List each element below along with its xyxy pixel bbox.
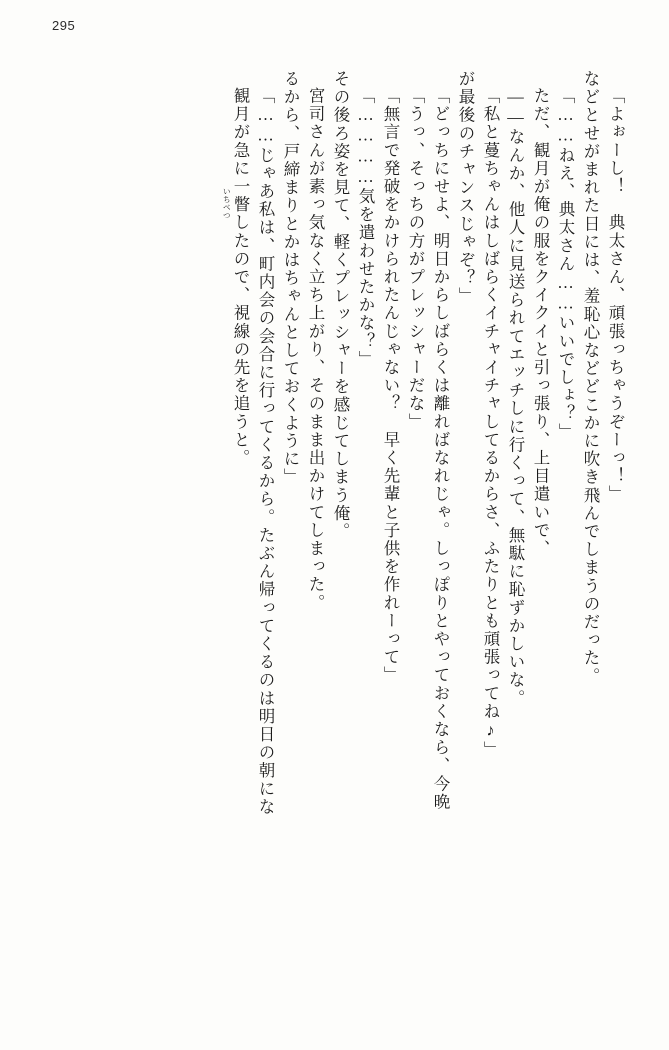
text-column: が最後のチャンスじゃぞ？」 xyxy=(456,70,475,306)
text-column: 「よぉーし！ 典太さん、頑張っちゃうぞーっ！」 xyxy=(606,87,625,504)
text-column: 「無言で発破をかけられたんじゃない？ 早く先輩と子供を作れーって」 xyxy=(381,87,400,685)
text-column: 「どっちにせよ、明日からしばらくは離ればなれじゃ。しっぽりとやっておくなら、今晩 xyxy=(431,87,450,811)
text-column: などとせがまれた日には、羞恥心などどこかに吹き飛んでしまうのだった。 xyxy=(581,70,600,686)
text-column: 「……ねえ、典太さん……いいでしょ？」 xyxy=(556,87,575,441)
text-column: ――なんか、他人に見送られてエッチしに行くって、無駄に恥ずかしいな。 xyxy=(506,87,525,708)
text-column: ただ、観月が俺の服をクイクイと引っ張り、上目遣いで、 xyxy=(531,87,550,558)
text-column: 宮司さんが素っ気なく立ち上がり、そのまま出かけてしまった。 xyxy=(306,87,325,612)
text-column: 「……じゃあ私は、町内会の会合に行ってくるから。たぶん帰ってくるのは明日の朝にな xyxy=(256,87,275,816)
text-column: その後ろ姿を見て、軽くプレッシャーを感じてしまう俺。 xyxy=(331,70,350,541)
ruby-annotation: いちべつ xyxy=(223,187,231,220)
text-column: 「…………気を遣わせたかな？」 xyxy=(356,87,375,369)
text-column: 観月が急に一瞥したので、視線の先を追うと。 いちべつ xyxy=(223,87,250,468)
page-number: 295 xyxy=(52,18,76,33)
text-column: るから、戸締まりとかはちゃんとしておくように」 xyxy=(281,70,300,487)
vertical-text-body xyxy=(43,70,623,1000)
text-column: 「私と蔓ちゃんはしばらくイチャイチャしてるからさ、ふたりとも頑張ってね♪」 xyxy=(481,87,500,760)
text-column: 「うっ、そっちの方がプレッシャーだな」 xyxy=(406,87,425,431)
